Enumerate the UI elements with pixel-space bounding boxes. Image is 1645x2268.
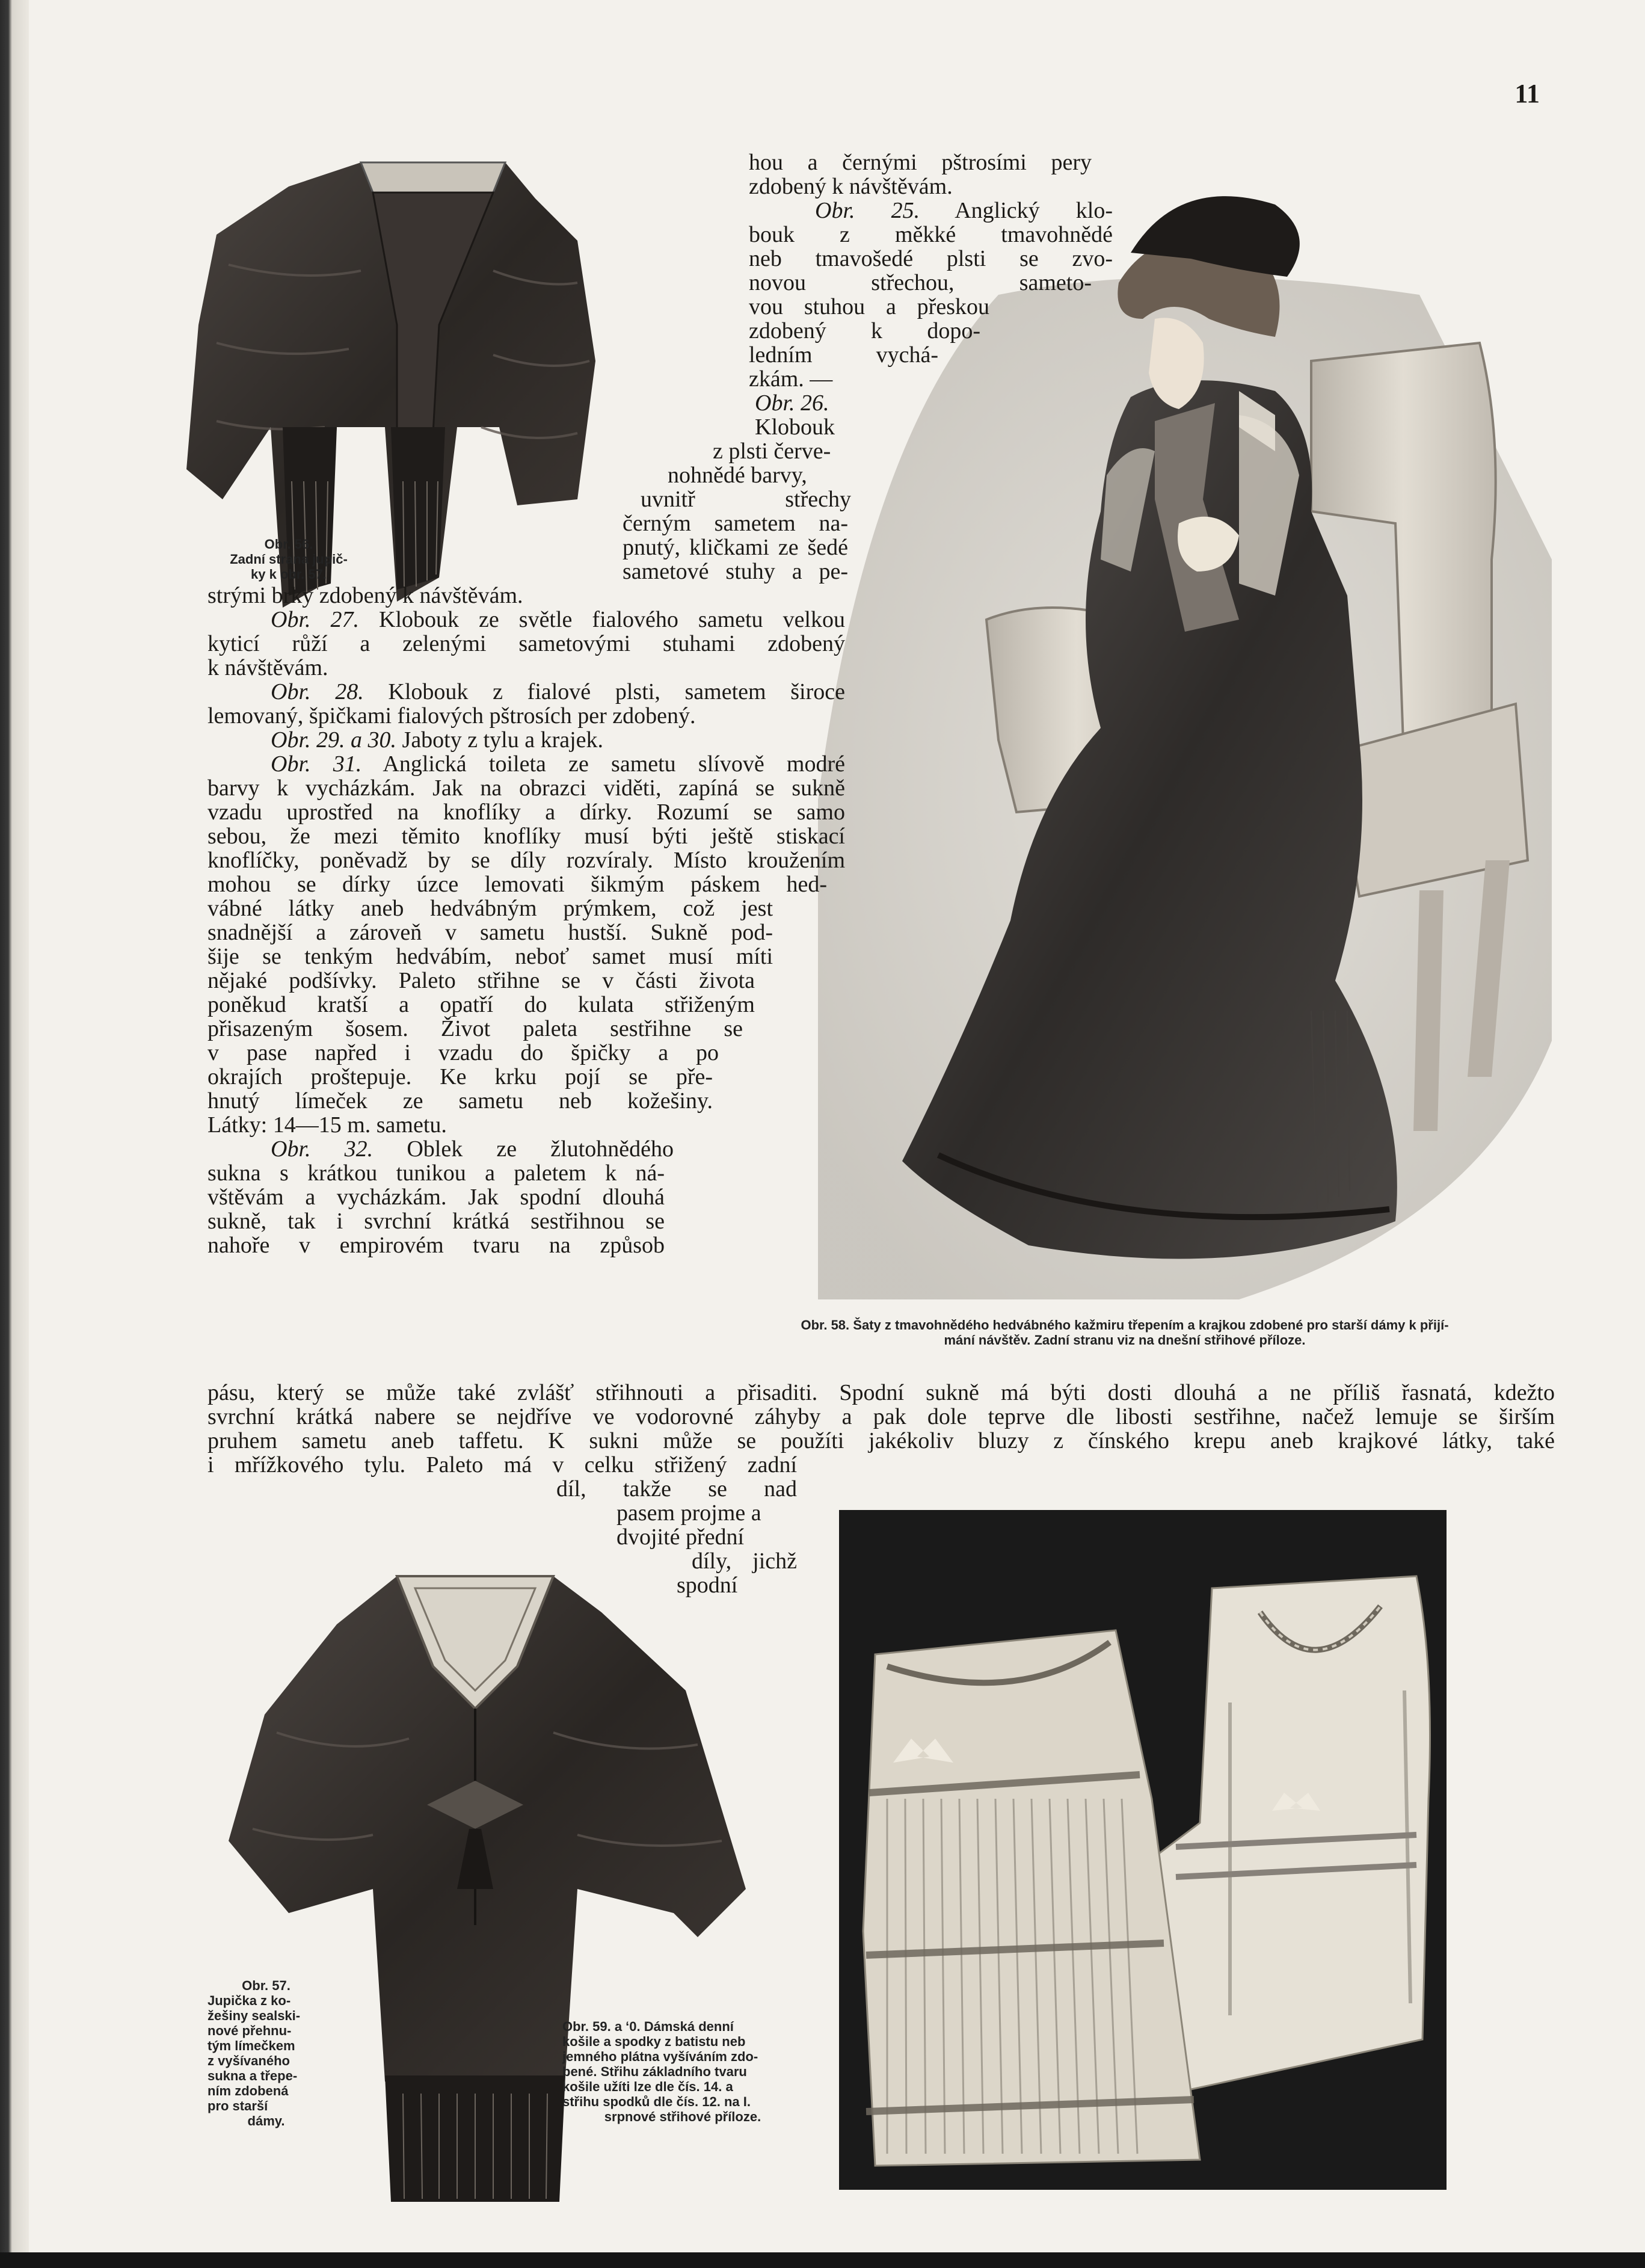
text-line (208, 969, 755, 993)
text-line-content: hnutý límeček ze sametu neb kožešiny. (208, 1088, 713, 1114)
caption-line: tým límečkem (208, 2038, 295, 2053)
figure-57-caption (208, 1978, 325, 2128)
text-line (208, 632, 845, 656)
caption-line: srpnové střihové příloze. (604, 2109, 761, 2124)
caption-line: sukna a třepe- (208, 2068, 298, 2083)
text-line (556, 1477, 797, 1501)
text-line (208, 704, 845, 728)
caption-line: mání návštěv. Zadní stranu viz na dnešní střihové příloze. (944, 1333, 1306, 1348)
caption-line: z vyšívaného (208, 2053, 290, 2068)
text-line-content: strými brky zdobený k návštěvám. (208, 583, 523, 608)
text-line-content: snadnější a zároveň v sametu hustší. Sukně pod- (208, 920, 773, 945)
text-line (208, 824, 845, 848)
text-line-content: pásu, který se může také zvlášť střihnouti a přisaditi. Spodní sukně má býti dosti dlouhá a ne příliš řasnatá, kdežto (208, 1380, 1555, 1405)
text-line (208, 656, 845, 680)
text-line (749, 223, 1113, 247)
text-line-content: hou a černými pštrosími pery (749, 150, 1092, 175)
text-line (623, 511, 848, 535)
text-line (208, 993, 755, 1017)
caption-line: ním zdobená (208, 2083, 289, 2098)
text-line (271, 752, 845, 776)
text-line-content: ledním vychá- (749, 342, 938, 368)
text-line (208, 800, 845, 824)
text-line (749, 247, 1113, 271)
binding-edge (0, 0, 29, 2268)
text-line (208, 1089, 713, 1113)
text-line-content: okrajích proštepuje. Ke krku pojí se pře- (208, 1064, 713, 1089)
text-line (616, 1501, 797, 1525)
text-line-content: Látky: 14—15 m. sametu. (208, 1112, 447, 1138)
text-line-content: sukně, tak i svrchní krátká sestřihnou se (208, 1209, 665, 1234)
caption-line: Obr. 59. a ‘0. Dámská denní (562, 2019, 734, 2034)
text-line (208, 920, 773, 944)
text-line (208, 584, 839, 608)
text-line (208, 1209, 665, 1233)
text-line-content: zkám. — (749, 366, 833, 392)
text-line-content: i mřížkového tylu. Paleto má v celku střižený zadní (208, 1452, 797, 1478)
text-line-content: šije se tenkým hedvábím, neboť samet musí míti (208, 944, 773, 969)
figure-reference: Obr. 32. (271, 1136, 374, 1162)
caption-line: Obr. 57. (242, 1978, 291, 1993)
text-line (208, 1453, 797, 1477)
page-number: 11 (1514, 79, 1540, 108)
text-line-content: bouk z měkké tmavohnědé (749, 222, 1113, 247)
text-line (271, 728, 845, 752)
figure-reference: Obr. 26. (755, 390, 829, 416)
text-line-content: Klobouk ze světle fialového sametu velkou (359, 607, 845, 632)
text-line-content: barvy k vycházkám. Jak na obrazci viděti, zapíná se sukně (208, 775, 845, 801)
text-line-content: nějaké podšívky. Paleto střihne se v části života (208, 968, 755, 993)
text-line (749, 271, 1092, 295)
figure-59-60-caption (562, 2019, 803, 2124)
text-line-content: lemovaný, špičkami fialových pštrosích per zdobený. (208, 703, 696, 729)
text-line (208, 1381, 1555, 1405)
text-line-content: svrchní krátká nabere se nejdříve ve vodorovné záhyby a pak dole teprve dle libosti sestřihne, načež lemuje se širším (208, 1404, 1555, 1429)
caption-line: nové přehnu- (208, 2023, 292, 2038)
text-line (755, 391, 875, 415)
text-line-content: nahoře v empirovém tvaru na způsob (208, 1233, 665, 1258)
text-line (713, 439, 851, 463)
figure-reference: Obr. 27. (271, 607, 360, 632)
text-line (271, 608, 845, 632)
text-line-content: sukna s krátkou tunikou a paletem k ná- (208, 1160, 665, 1186)
caption-line: bené. Střihu základního tvaru (562, 2064, 747, 2079)
text-line (271, 680, 845, 704)
text-line-content: zdobený k návštěvám. (749, 174, 953, 199)
text-line (208, 896, 773, 920)
figure-reference: Obr. 25. (815, 198, 920, 223)
text-line (749, 150, 1092, 174)
caption-line: ky k obr. 57. (251, 567, 327, 582)
text-line (208, 944, 773, 969)
text-line-content: Oblek ze žlutohnědého (373, 1136, 674, 1162)
figure-58-caption (686, 1317, 1564, 1348)
caption-line: pro starší (208, 2098, 268, 2113)
caption-line: žešiny sealski- (208, 2008, 301, 2023)
text-line (616, 1525, 797, 1549)
text-line-content: mohou se dírky úzce lemovati šikmým páskem hed- (208, 872, 827, 897)
figure-59-60-chemise-and-drawers (839, 1510, 1447, 2190)
text-line (208, 1429, 1555, 1453)
caption-line: jemného plátna vyšíváním zdo- (562, 2049, 758, 2064)
text-line-content: vštěvám a vycházkám. Jak spodní dlouhá (208, 1185, 665, 1210)
figure-reference: Obr. 31. (271, 751, 362, 777)
text-line-content: nohnědé barvy, (668, 463, 807, 488)
text-line-content: poněkud kratší a opatří do kulata střiženým (208, 992, 755, 1017)
text-line-content: neb tmavošedé plsti se zvo- (749, 246, 1113, 271)
text-line (668, 463, 851, 487)
text-line-content: uvnitř střechy (641, 487, 851, 512)
text-line (208, 1017, 743, 1041)
text-line-content: Anglická toileta ze sametu slívově modré (361, 751, 845, 777)
text-line (208, 776, 845, 800)
text-line-content: černým sametem na- (623, 511, 848, 536)
text-line-content: Klobouk z fialové plsti, sametem široce (363, 679, 845, 704)
text-line-content: vábné látky aneb hedvábným prýmkem, což jest (208, 896, 773, 921)
text-line-content: sebou, že mezi těmito knoflíky musí býti ještě stiskací (208, 824, 845, 849)
text-line-content: pasem projme a (616, 1500, 761, 1526)
page-bottom-edge (0, 2252, 1645, 2268)
text-line-content: v pase napřed i vzadu do špičky a po (208, 1040, 719, 1065)
chemise-drawers-photo (839, 1510, 1447, 2190)
text-line-content: zdobený k dopo- (749, 318, 980, 344)
text-line (641, 487, 851, 511)
text-line-content: dvojité přední (616, 1524, 745, 1550)
caption-line: Jupička z ko- (208, 1993, 291, 2008)
text-line-content: kyticí růží a zelenými sametovými stuhami zdobený (208, 631, 845, 656)
text-line (755, 415, 851, 439)
text-line-content: knoflíčky, poněvadž by se díly rozvíraly. Místo kroužením (208, 848, 845, 873)
text-line (749, 319, 980, 343)
text-line-content: díly, jichž (692, 1548, 797, 1574)
text-line (271, 1137, 674, 1161)
caption-line: střihu spodků dle čís. 12. na I. (562, 2094, 751, 2109)
text-line (208, 1041, 719, 1065)
figure-56-caption (198, 537, 379, 582)
figure-reference: Obr. 29. a 30. (271, 727, 397, 753)
caption-line: Zadní strana jupič- (230, 552, 348, 567)
text-line (749, 343, 938, 367)
text-line (208, 1161, 665, 1185)
figure-reference: Obr. 28. (271, 679, 364, 704)
text-line (208, 1113, 689, 1137)
caption-line: dámy. (247, 2113, 285, 2128)
text-line (749, 295, 989, 319)
caption-line: Obr. 56. (264, 537, 313, 552)
text-line (749, 174, 1092, 199)
text-line (623, 559, 848, 584)
text-line-content: pruhem sametu aneb taffetu. K sukni může se použíti jakékoliv bluzy z čínského krepu aneb krajkové látky, také (208, 1428, 1555, 1453)
text-line-content: z plsti červe- (713, 439, 831, 464)
caption-line: košile a spodky z batistu neb (562, 2034, 746, 2049)
text-line-content: k návštěvám. (208, 655, 328, 680)
caption-line: Obr. 58. Šaty z tmavohnědého hedvábného kažmiru třepením a krajkou zdobené pro starší dámy k přijí- (801, 1317, 1449, 1333)
text-line (623, 535, 848, 559)
text-line-content: Klobouk (755, 414, 835, 440)
text-line-content: Anglický klo- (920, 198, 1113, 223)
text-line (208, 1233, 665, 1257)
text-line (208, 848, 845, 872)
text-line (208, 1405, 1555, 1429)
text-line-content: pnutý, kličkami ze šedé (623, 535, 848, 560)
text-line (208, 872, 827, 896)
text-line-content: sametové stuhy a pe- (623, 559, 848, 584)
text-line (749, 367, 929, 391)
text-line-content: spodní (677, 1573, 738, 1598)
text-line-content: přisazeným šosem. Život paleta sestřihne se (208, 1016, 743, 1041)
text-line (208, 1185, 665, 1209)
text-line (208, 1065, 713, 1089)
text-line-content: vou stuhou a přeskou (749, 294, 989, 319)
text-line-content: díl, takže se nad (556, 1476, 797, 1502)
caption-line: košile užíti lze dle čís. 14. a (562, 2079, 733, 2094)
text-line-content: vzadu uprostřed na knoflíky a dírky. Rozumí se samo (208, 800, 845, 825)
text-line-content: Jaboty z tylu a krajek. (396, 727, 604, 753)
text-line-content: novou střechou, sameto- (749, 270, 1092, 295)
text-line (815, 199, 1113, 223)
